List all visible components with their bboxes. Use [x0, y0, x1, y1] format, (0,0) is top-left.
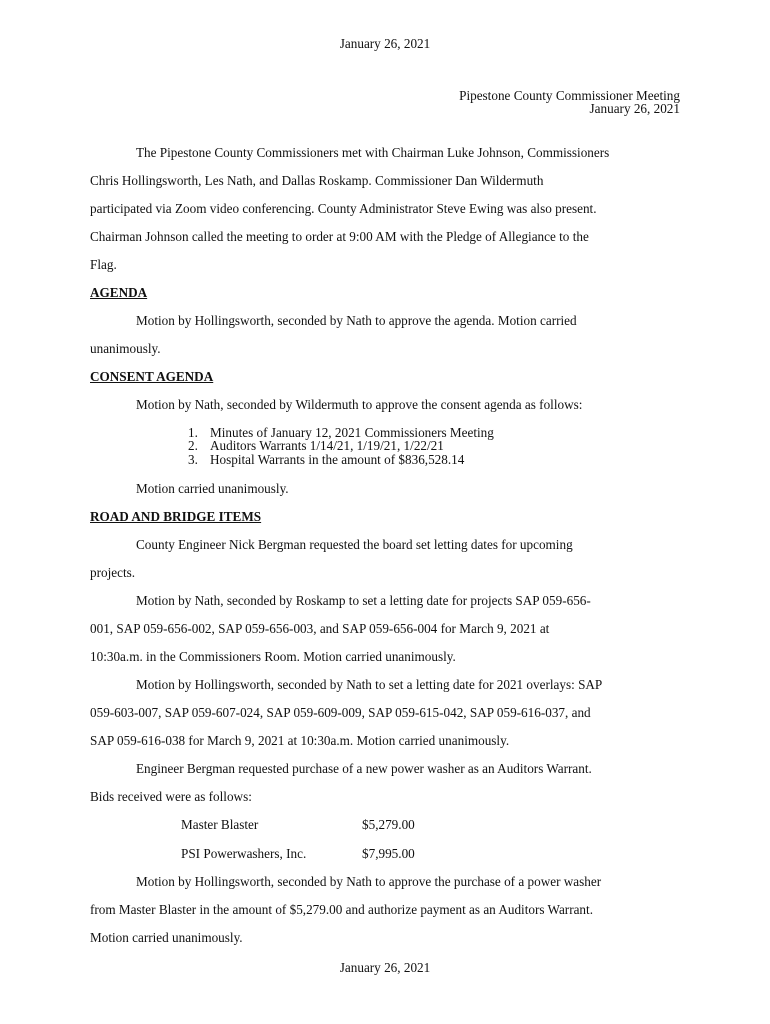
text-line: County Engineer Nick Bergman requested the board set letting dates for upcoming — [136, 537, 573, 552]
list-number: 1. — [188, 425, 198, 440]
text-line: participated via Zoom video conferencing. County Administrator Steve Ewing was also present. — [90, 201, 597, 216]
list-item — [188, 452, 464, 468]
text-line: projects. — [90, 565, 136, 580]
list-number: 2. — [188, 438, 198, 453]
text-line: Motion carried unanimously. — [136, 481, 289, 496]
section-heading-road-bridge: ROAD AND BRIDGE ITEMS — [90, 509, 262, 524]
text-line: SAP 059-616-038 for March 9, 2021 at 10:30a.m. Motion carried unanimously. — [90, 733, 510, 748]
document-title-date: January 26, 2021 — [589, 101, 680, 116]
text-line: Chairman Johnson called the meeting to order at 9:00 AM with the Pledge of Allegiance to the — [90, 229, 589, 244]
text-line: Motion by Nath, seconded by Wildermuth to approve the consent agenda as follows: — [136, 397, 583, 412]
text-line: 059-603-007, SAP 059-607-024, SAP 059-609-009, SAP 059-615-042, SAP 059-616-037, and — [90, 705, 591, 720]
text-line: Engineer Bergman requested purchase of a new power washer as an Auditors Warrant. — [136, 761, 592, 776]
bid-amount: $7,995.00 — [362, 846, 415, 861]
text-line: Flag. — [90, 257, 117, 272]
list-text: Auditors Warrants 1/14/21, 1/19/21, 1/22/21 — [210, 438, 444, 453]
document-title: Pipestone County Commissioner Meeting — [459, 88, 680, 103]
bid-amount: $5,279.00 — [362, 817, 415, 832]
text-line: 001, SAP 059-656-002, SAP 059-656-003, and SAP 059-656-004 for March 9, 2021 at — [90, 621, 550, 636]
text-line: 10:30a.m. in the Commissioners Room. Motion carried unanimously. — [90, 649, 456, 664]
text-line: Motion carried unanimously. — [90, 930, 243, 945]
list-text: Hospital Warrants in the amount of $836,528.14 — [210, 452, 465, 467]
bid-vendor: Master Blaster — [181, 817, 259, 832]
list-text: Minutes of January 12, 2021 Commissioners Meeting — [210, 425, 494, 440]
text-line: Motion by Hollingsworth, seconded by Nath to set a letting date for 2021 overlays: SAP — [136, 677, 603, 692]
section-heading-consent-agenda: CONSENT AGENDA — [90, 369, 214, 384]
text-line: Motion by Hollingsworth, seconded by Nath to approve the agenda. Motion carried — [136, 313, 577, 328]
bid-vendor: PSI Powerwashers, Inc. — [181, 846, 307, 861]
page-footer-date: January 26, 2021 — [339, 960, 431, 975]
list-number: 3. — [188, 452, 198, 467]
section-heading-agenda: AGENDA — [90, 285, 148, 300]
text-line: Motion by Nath, seconded by Roskamp to set a letting date for projects SAP 059-656- — [136, 593, 591, 608]
text-line: Chris Hollingsworth, Les Nath, and Dallas Roskamp. Commissioner Dan Wildermuth — [90, 173, 544, 188]
text-line: unanimously. — [90, 341, 161, 356]
text-line: The Pipestone County Commissioners met with Chairman Luke Johnson, Commissioners — [136, 145, 610, 160]
text-line: from Master Blaster in the amount of $5,279.00 and authorize payment as an Auditors Warrant. — [90, 902, 593, 917]
page-header-date: January 26, 2021 — [339, 36, 431, 51]
text-line: Bids received were as follows: — [90, 789, 252, 804]
text-line: Motion by Hollingsworth, seconded by Nath to approve the purchase of a power washer — [136, 874, 602, 889]
